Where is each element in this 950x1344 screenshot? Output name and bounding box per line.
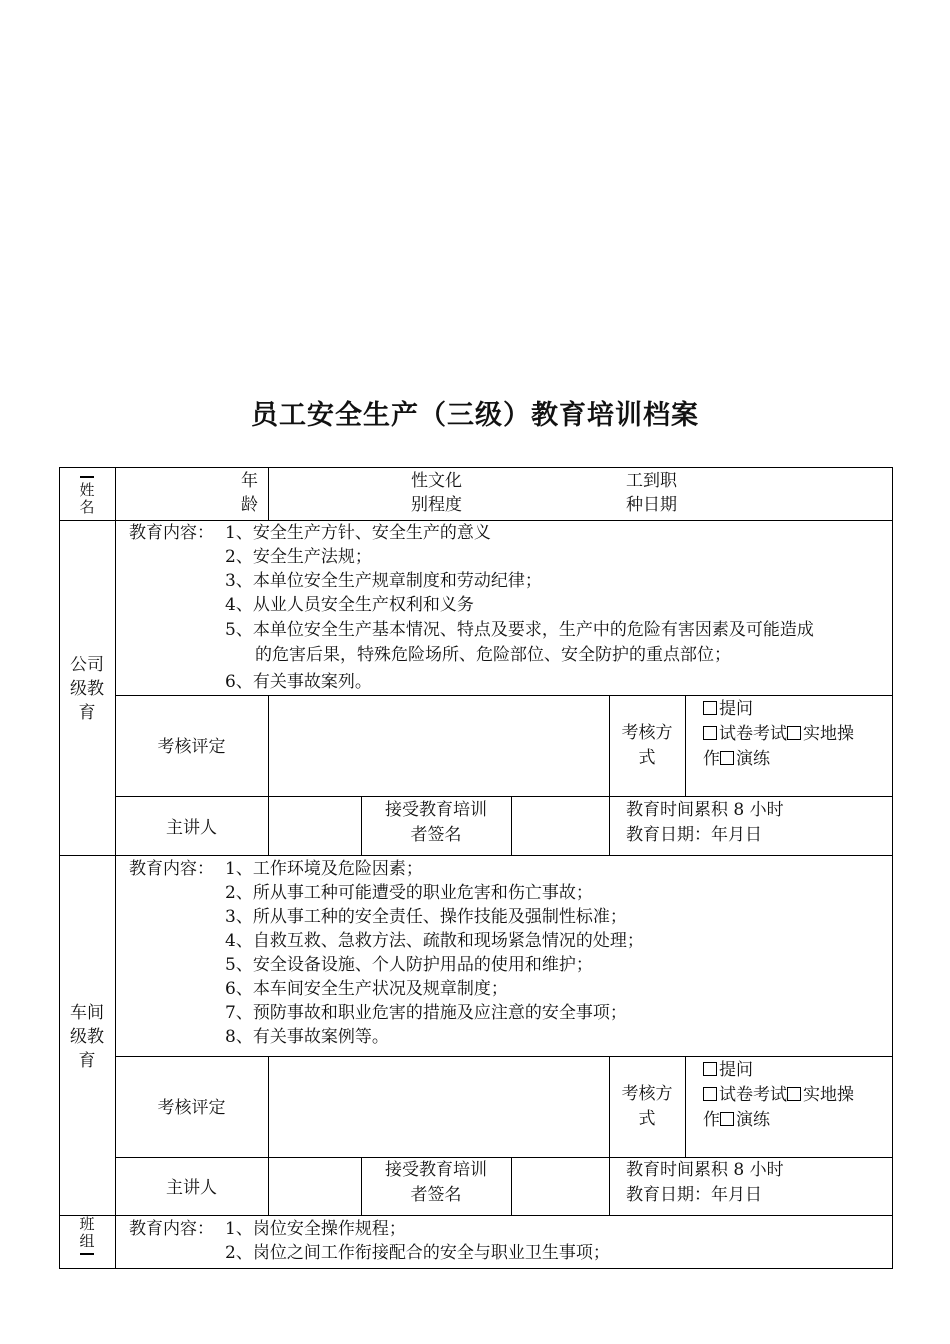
workshop-content-item: 7、预防事故和职业危害的措施及应注意的安全事项； — [225, 1003, 627, 1023]
company-assess-label: 考核评定 — [157, 737, 226, 757]
gender-education-label-2: 别程度 — [411, 495, 462, 515]
workshop-level-label-3: 育 — [78, 1051, 96, 1071]
company-level-label-1: 公司 — [70, 655, 104, 675]
company-content-item: 4、从业人员安全生产权利和义务 — [225, 595, 474, 615]
workshop-method-option-line2 — [703, 1083, 854, 1107]
company-sign-label-1: 接受教育培训 — [385, 800, 487, 820]
checkbox-icon — [787, 726, 801, 740]
company-method-option-question — [703, 697, 753, 721]
team-content-item: 1、岗位安全操作规程； — [225, 1219, 406, 1239]
workshop-level-label-1: 车间 — [70, 1003, 104, 1023]
workshop-method-option-question — [703, 1058, 753, 1082]
workshop-method-option-practice-text-2: 作 — [703, 1110, 720, 1130]
page-title: 员工安全生产（三级）教育培训档案 — [251, 400, 699, 431]
company-content-item: 5、本单位安全生产基本情况、特点及要求，生产中的危险有害因素及可能造成 — [225, 620, 814, 640]
workshop-method-option-practice-text: 实地操 — [803, 1085, 854, 1105]
checkbox-icon — [703, 1062, 717, 1076]
company-method-label-2: 式 — [638, 748, 656, 768]
company-content-item: 1、安全生产方针、安全生产的意义 — [225, 523, 491, 543]
age-label-2: 龄 — [241, 495, 258, 515]
workshop-method-label-2: 式 — [638, 1109, 656, 1129]
company-content-item: 2、安全生产法规； — [225, 547, 372, 567]
gender-education-label-1: 性文化 — [411, 471, 462, 491]
workshop-content-item: 1、工作环境及危险因素； — [225, 859, 423, 879]
company-content-item: 的危害后果，特殊危险场所、危险部位、安全防护的重点部位； — [255, 645, 731, 665]
company-method-option-exam-text: 试卷考试 — [719, 724, 787, 744]
job-date-label-2: 种日期 — [626, 495, 677, 515]
workshop-content-prefix: 教育内容： — [129, 859, 214, 879]
team-level-label-2: 组 — [79, 1232, 95, 1250]
workshop-assess-label: 考核评定 — [157, 1098, 226, 1118]
company-method-option-practice-text: 实地操 — [803, 724, 854, 744]
company-lecturer-label: 主讲人 — [166, 818, 217, 838]
workshop-method-option-question-text: 提问 — [719, 1060, 753, 1080]
workshop-sign-label-1: 接受教育培训 — [385, 1160, 487, 1180]
workshop-lecturer-label: 主讲人 — [166, 1178, 217, 1198]
workshop-sign-label-2: 者签名 — [410, 1185, 462, 1205]
workshop-content-item: 6、本车间安全生产状况及规章制度； — [225, 979, 508, 999]
workshop-level-label-2: 级教 — [70, 1027, 104, 1047]
checkbox-icon — [720, 1112, 734, 1126]
workshop-method-option-line3 — [703, 1108, 770, 1132]
age-label-1: 年 — [241, 471, 258, 491]
company-method-label-1: 考核方 — [621, 723, 673, 743]
company-time-label: 教育时间累积 8 小时 — [626, 800, 784, 820]
company-method-option-line2 — [703, 722, 854, 746]
workshop-time-label: 教育时间累积 8 小时 — [626, 1160, 784, 1180]
checkbox-icon — [703, 701, 717, 715]
workshop-content-item: 4、自救互救、急救方法、疏散和现场紧急情况的处理； — [225, 931, 644, 951]
checkbox-icon — [787, 1087, 801, 1101]
company-method-option-drill-text: 演练 — [736, 749, 770, 769]
company-method-option-question-text: 提问 — [719, 699, 753, 719]
company-method-option-practice-text-2: 作 — [703, 749, 720, 769]
company-date-label: 教育日期：年月日 — [626, 825, 762, 845]
company-method-option-line3 — [703, 747, 770, 771]
checkbox-icon — [703, 726, 717, 740]
workshop-method-option-exam-text: 试卷考试 — [719, 1085, 787, 1105]
training-record-table — [59, 467, 893, 1269]
checkbox-icon — [720, 751, 734, 765]
workshop-method-label-1: 考核方 — [621, 1084, 673, 1104]
workshop-content-item: 5、安全设备设施、个人防护用品的使用和维护； — [225, 955, 593, 975]
workshop-content-item: 3、所从事工种的安全责任、操作技能及强制性标准； — [225, 907, 627, 927]
workshop-content-item: 2、所从事工种可能遭受的职业危害和伤亡事故； — [225, 883, 593, 903]
company-level-label-2: 级教 — [70, 679, 104, 699]
company-level-label-3: 育 — [78, 703, 96, 723]
company-content-item: 3、本单位安全生产规章制度和劳动纪律； — [225, 571, 542, 591]
company-content-prefix: 教育内容： — [129, 523, 214, 543]
job-date-label-1: 工到职 — [626, 471, 677, 491]
workshop-method-option-drill-text: 演练 — [736, 1110, 770, 1130]
checkbox-icon — [703, 1087, 717, 1101]
team-level-label — [59, 1216, 115, 1255]
team-content-prefix: 教育内容： — [129, 1219, 214, 1239]
workshop-content-item: 8、有关事故案例等。 — [225, 1027, 389, 1047]
team-content-item: 2、岗位之间工作衔接配合的安全与职业卫生事项； — [225, 1243, 610, 1263]
name-label — [59, 470, 115, 516]
team-level-label-1: 班 — [79, 1215, 95, 1233]
workshop-date-label: 教育日期：年月日 — [626, 1185, 762, 1205]
name-label-text: 姓名 — [79, 481, 95, 516]
company-content-item: 6、有关事故案列。 — [225, 672, 372, 692]
company-sign-label-2: 者签名 — [410, 825, 462, 845]
